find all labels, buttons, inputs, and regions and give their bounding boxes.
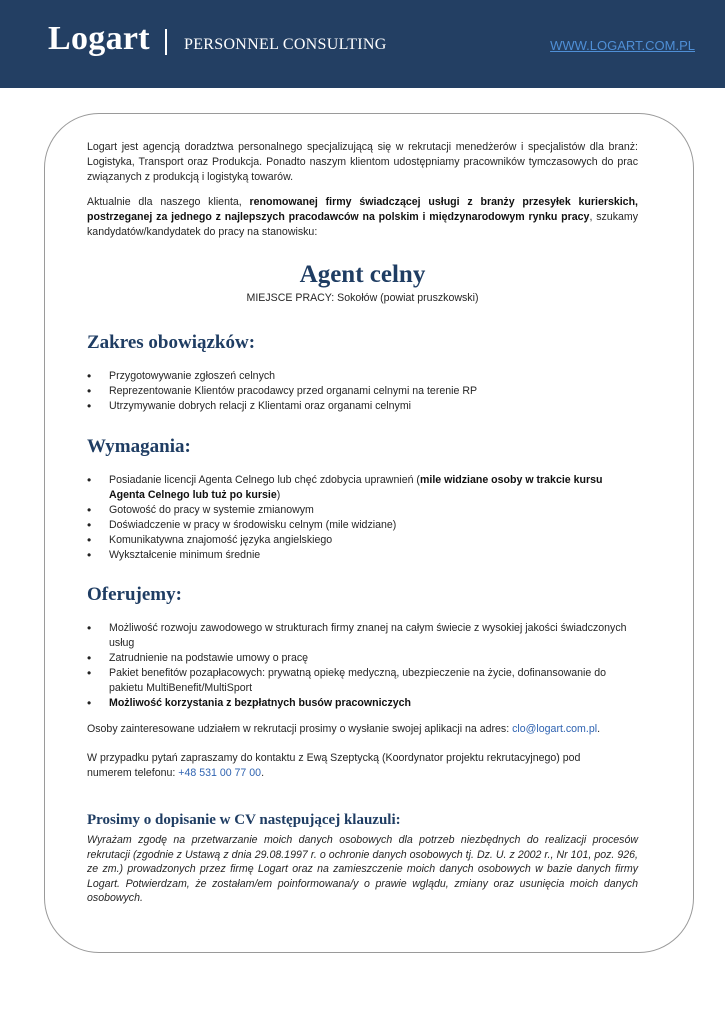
offer-heading: Oferujemy:: [87, 584, 182, 605]
list-item: [87, 473, 638, 503]
gdpr-clause: Wyrażam zgodę na przetwarzanie moich danych osobowych dla potrzeb niezbędnych do realizacji procesów rekrutacji (zgodnie z Ustawą z dnia 29.08.1997 r. o ochronie danych osobowych tj. Dz. U. z 2002 r., Nr 101, poz. 926, ze zm.) prowadzonych przez firmę Logart oraz na zamieszczenie moich danych osobowych w bazie danych firmy Logart. Potwierdzam, że zostałam/em poinformowana/y o prawie wglądu, zmiany oraz usunięcia moich danych osobowych.: [87, 834, 638, 905]
intro-paragraph: Logart jest agencją doradztwa personalnego specjalizującą się w rekrutacji menedżerów i specjalistów dla branż: Logistyka, Transport oraz Produkcja. Ponadto naszym klientom udostępniamy pracowników tymczasowych do prac związanych z produkcją i logistyką towarów.: [87, 141, 638, 183]
list-item: • Zatrudnienie na podstawie umowy o pracę: [87, 651, 638, 666]
clause-heading: Prosimy o dopisanie w CV następującej klauzuli:: [87, 812, 401, 828]
list-item: • Pakiet benefitów pozapłacowych: prywatną opiekę medyczną, ubezpieczenie na życie, dofinansowanie do pakietu MultiBenefit/MultiSport: [87, 666, 638, 696]
logo: Logart: [48, 20, 150, 57]
questions-text-end: .: [261, 767, 265, 779]
list-item: • Utrzymywanie dobrych relacji z Klientami oraz organami celnymi: [87, 399, 638, 414]
list-item: • Komunikatywna znajomość języka angielskiego: [87, 533, 638, 548]
list-item: • Doświadczenie w pracy w środowisku celnym (mile widziane): [87, 518, 638, 533]
job-offer-content: [87, 140, 638, 906]
license-bold-text: mile widziane osoby w trakcie kursu Agenta Celnego lub tuż po kursie: [109, 474, 603, 501]
list-item: • Możliwość rozwoju zawodowego w strukturach firmy znanej na całym świecie z wysokiej jakości świadczonych usług: [87, 621, 638, 651]
job-location: MIEJSCE PRACY: Sokołów (powiat pruszkowski): [246, 292, 479, 304]
duties-heading: Zakres obowiązków:: [87, 332, 256, 353]
questions-contact: [87, 751, 607, 781]
apply-text-end: .: [597, 723, 601, 735]
client-paragraph: [87, 195, 638, 240]
website-link[interactable]: WWW.LOGART.COM.PL: [550, 38, 695, 53]
questions-text: W przypadku pytań zapraszamy do kontaktu z Ewą Szeptycką (Koordynator projektu rekrutacyjnego) pod numerem telefonu:: [87, 752, 581, 779]
phone-link[interactable]: +48 531 00 77 00: [178, 767, 262, 779]
requirements-list: [87, 473, 638, 563]
list-item: • Wykształcenie minimum średnie: [87, 548, 638, 563]
license-text-end: ): [276, 489, 281, 501]
logo-divider: [165, 29, 167, 55]
list-item: • Gotowość do pracy w systemie zmianowym: [87, 503, 638, 518]
bus-benefit: Możliwość korzystania z bezpłatnych busów pracowniczych: [109, 697, 411, 709]
page-header: [0, 0, 725, 88]
license-text: Posiadanie licencji Agenta Celnego lub chęć zdobycia uprawnień (: [109, 474, 420, 486]
client-description: renomowanej firmy świadczącej usługi z branży przesyłek kurierskich, postrzeganej za jednego z najlepszych pracodawców na polskim i międzynarodowym rynku pracy: [87, 196, 638, 223]
duties-list: [87, 369, 638, 414]
list-item: • Reprezentowanie Klientów pracodawcy przed organami celnymi na terenie RP: [87, 384, 638, 399]
apply-instructions: [87, 722, 638, 737]
list-item: [87, 696, 638, 711]
apply-text: Osoby zainteresowane udziałem w rekrutacji prosimy o wysłanie swojej aplikacji na adres:: [87, 723, 513, 735]
client-text-end: , szukamy kandydatów/kandydatek do pracy na stanowisku:: [87, 211, 638, 238]
job-title: Agent celny: [299, 261, 426, 288]
offer-list: [87, 621, 638, 711]
tagline: PERSONNEL CONSULTING: [184, 36, 387, 53]
client-text-start: Aktualnie dla naszego klienta,: [87, 196, 250, 208]
requirements-heading: Wymagania:: [87, 436, 191, 457]
list-item: • Przygotowywanie zgłoszeń celnych: [87, 369, 638, 384]
email-link[interactable]: clo@logart.com.pl: [512, 723, 598, 735]
